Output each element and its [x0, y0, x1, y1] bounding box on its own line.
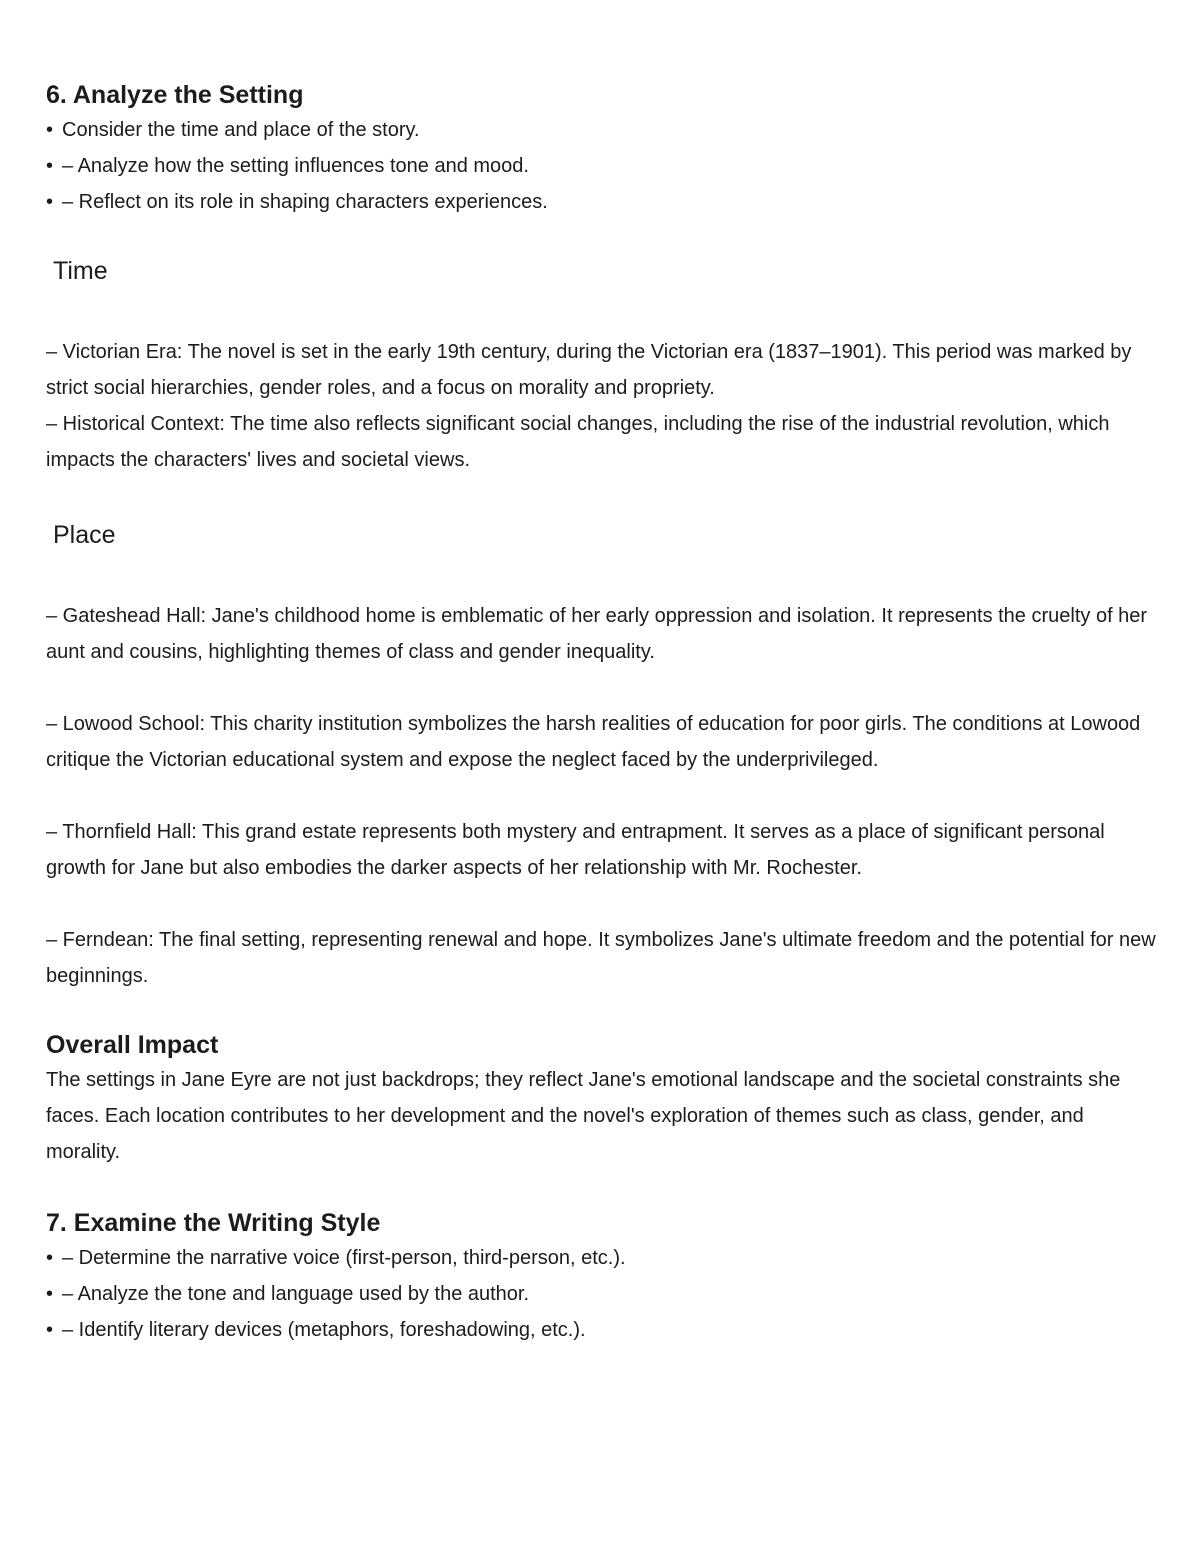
place-paragraph-gateshead: – Gateshead Hall: Jane's childhood home is emblematic of her early oppression and isolation. It represents the cruelty of her aunt and cousins, highlighting themes of class and gender inequality. [46, 605, 1148, 663]
list-item [46, 1312, 1156, 1348]
list-item-text: – Identify literary devices (metaphors, foreshadowing, etc.). [62, 1319, 586, 1341]
time-paragraph-victorian: – Victorian Era: The novel is set in the early 19th century, during the Victorian era (1837–1901). This period was marked by strict social hierarchies, gender roles, and a focus on morality and propriety. [46, 341, 1132, 399]
overall-impact-heading: Overall Impact [46, 1031, 219, 1059]
time-paragraph-historical: – Historical Context: The time also reflects significant social changes, including the rise of the industrial revolution, which impacts the characters' lives and societal views. [46, 413, 1110, 471]
list-item [46, 148, 1156, 184]
list-item-text: – Reflect on its role in shaping characters experiences. [62, 191, 548, 213]
place-heading: Place [53, 521, 116, 549]
bullet-icon: • [46, 1247, 54, 1269]
list-item [46, 1240, 1156, 1276]
list-item [46, 1276, 1156, 1312]
section-6-heading: 6. Analyze the Setting [46, 81, 304, 109]
bullet-icon: • [46, 1283, 54, 1305]
list-item [46, 112, 1156, 148]
section-7-heading: 7. Examine the Writing Style [46, 1209, 381, 1237]
list-item-text: – Determine the narrative voice (first-person, third-person, etc.). [62, 1247, 626, 1269]
list-item-text: – Analyze how the setting influences tone and mood. [62, 155, 529, 177]
bullet-icon: • [46, 155, 54, 177]
overall-impact-paragraph: The settings in Jane Eyre are not just backdrops; they reflect Jane's emotional landscape and the societal constraints she faces. Each location contributes to her development and the novel's exploration of themes such as class, gender, and morality. [46, 1069, 1121, 1163]
list-item [46, 184, 1156, 220]
place-paragraph-ferndean: – Ferndean: The final setting, representing renewal and hope. It symbolizes Jane's ultimate freedom and the potential for new beginnings. [46, 929, 1156, 987]
document-page [46, 78, 1156, 1348]
bullet-icon: • [46, 119, 54, 141]
place-paragraph-lowood: – Lowood School: This charity institution symbolizes the harsh realities of education for poor girls. The conditions at Lowood critique the Victorian educational system and expose the neglect faced by the underprivileged. [46, 713, 1141, 771]
time-heading: Time [53, 257, 108, 285]
list-item-text: – Analyze the tone and language used by the author. [62, 1283, 530, 1305]
list-item-text: Consider the time and place of the story. [62, 119, 420, 141]
bullet-icon: • [46, 191, 54, 213]
place-paragraph-thornfield: – Thornfield Hall: This grand estate represents both mystery and entrapment. It serves as a place of significant personal growth for Jane but also embodies the darker aspects of her relationship with Mr. Rochester. [46, 821, 1105, 879]
bullet-icon: • [46, 1319, 54, 1341]
